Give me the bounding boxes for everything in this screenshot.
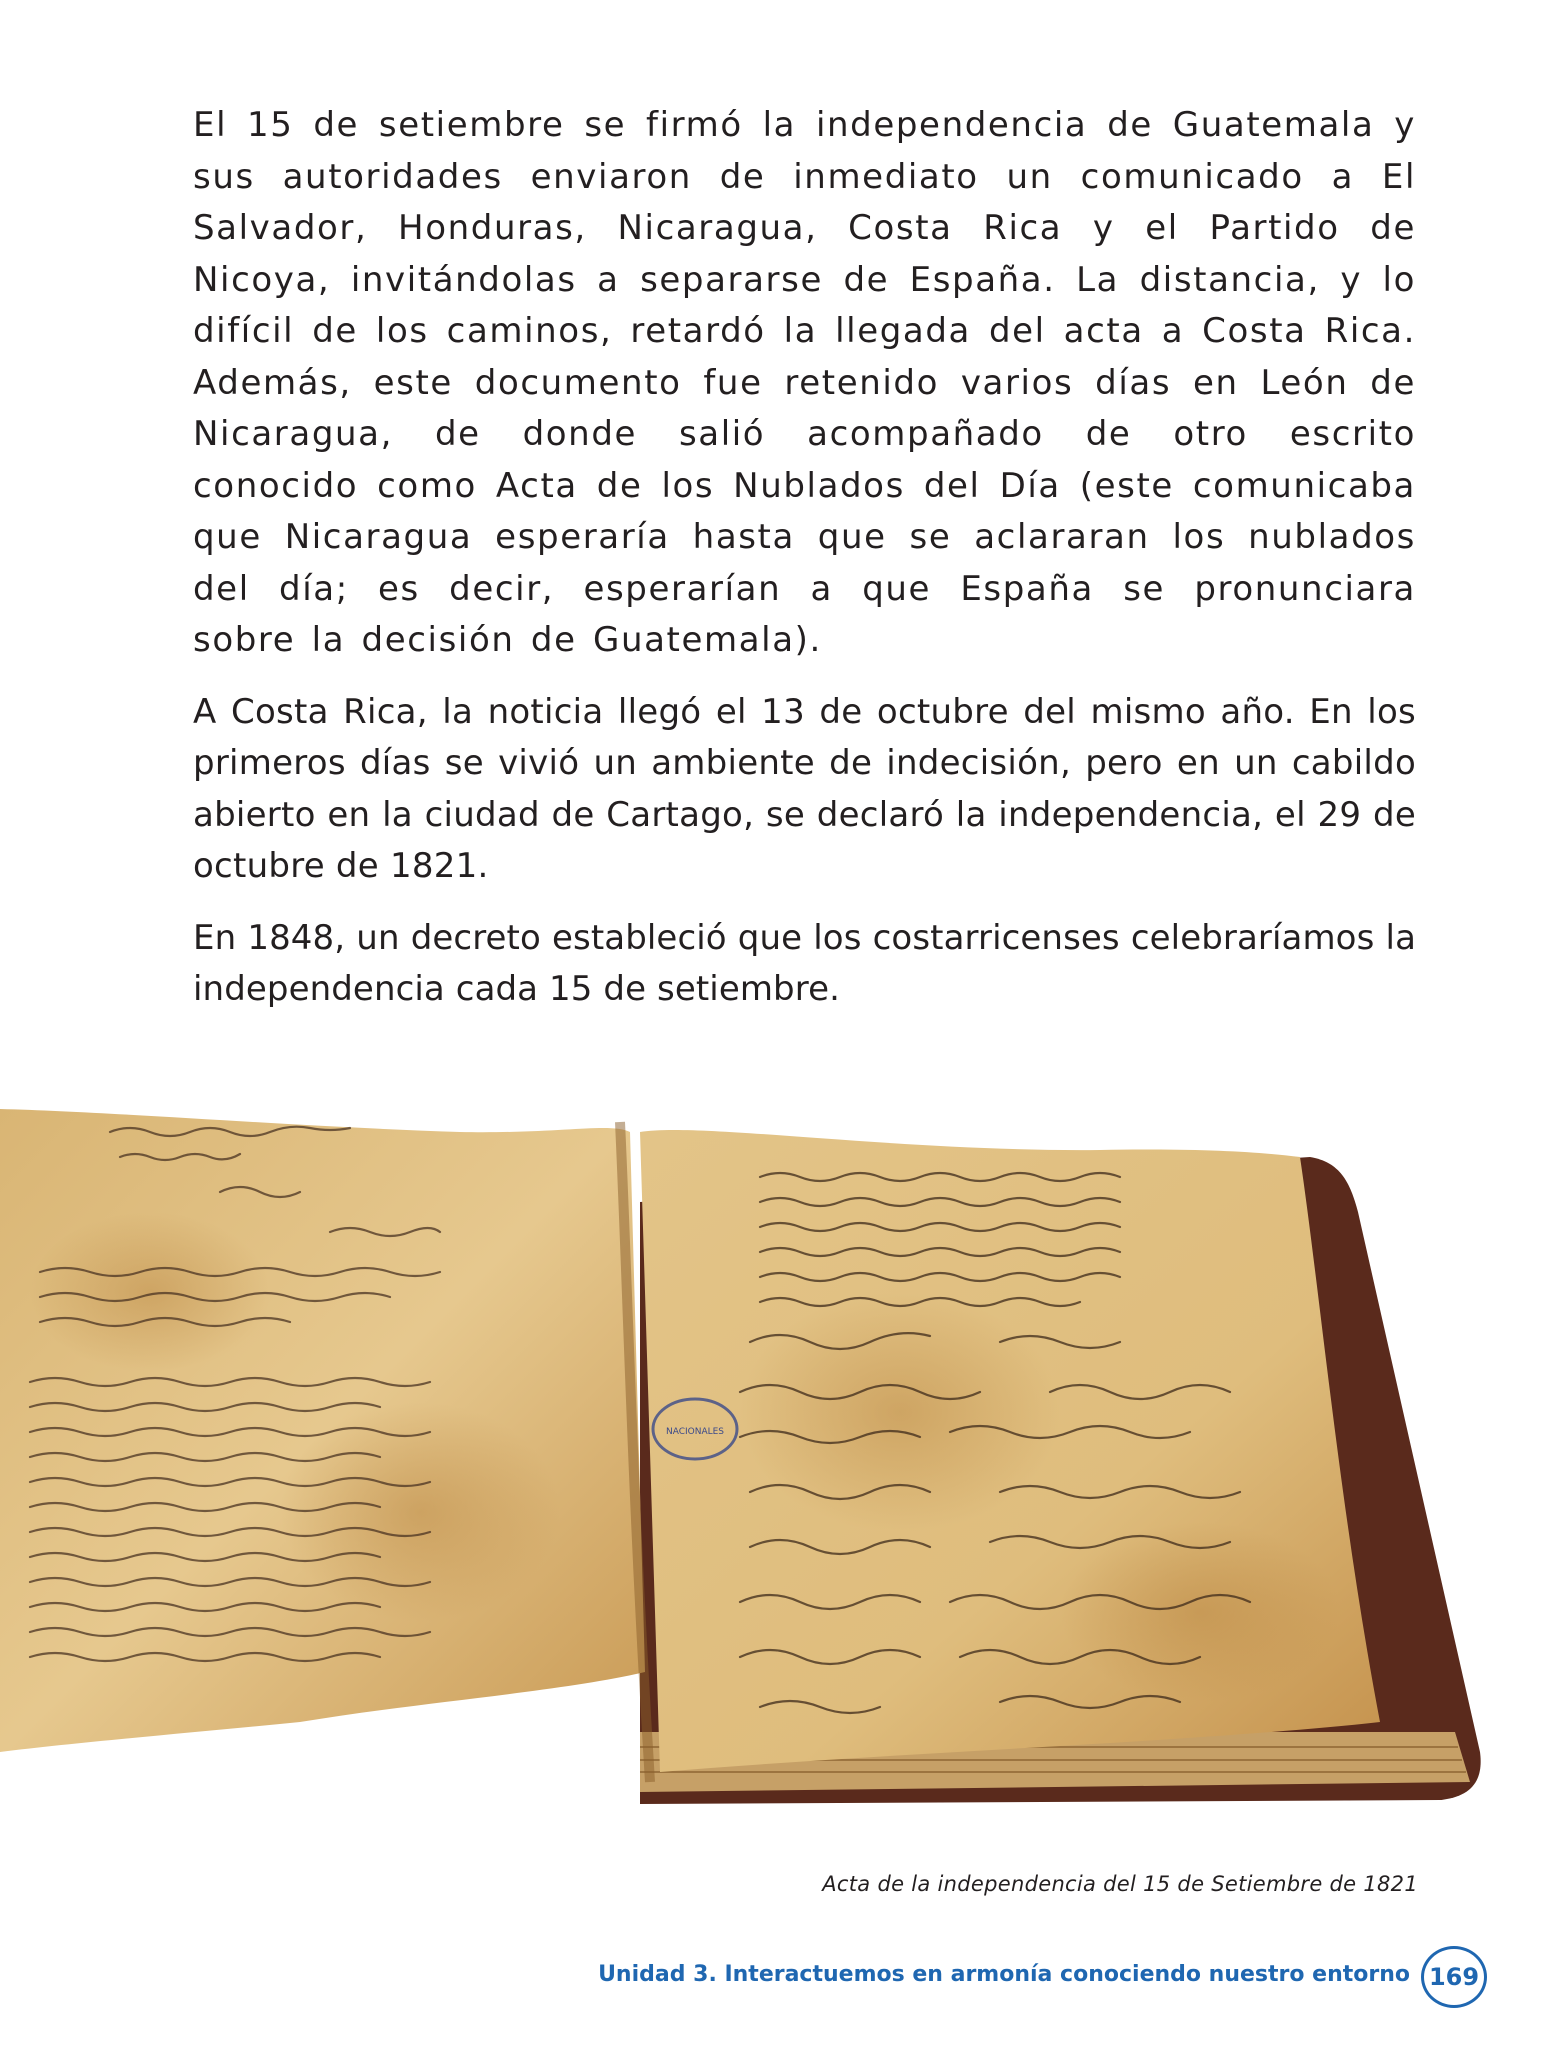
figure-caption: Acta de la independencia del 15 de Setiembre de 1821 [822, 1872, 1418, 1896]
paragraph-independence-guatemala: El 15 de setiembre se firmó la independencia de Guatemala y sus autoridades enviaron de inmediato un comunicado a El Salvador, Honduras, Nicaragua, Costa Rica y el Partido de Nicoya, invitándolas a separarse de España. La distancia, y lo difícil de los caminos, retardó la llegada del acta a Costa Rica. Además, este documento fue retenido varios días en León de Nicaragua, de donde salió acompañado de otro escrito conocido como Acta de los Nublados del Día (este comunicaba que Nicaragua esperaría hasta que se aclararan los nublados del día; es decir, esperarían a que España se pronunciara sobre la decisión de Guatemala). [193, 105, 1416, 660]
stamp-text: NACIONALES [665, 1427, 725, 1437]
independence-act-image [0, 1092, 1490, 1842]
left-page [0, 1109, 645, 1752]
unit-title: Unidad 3. Interactuemos en armonía conociendo nuestro entorno [598, 1962, 1410, 1987]
page-number-badge [1421, 1946, 1487, 2008]
page-footer [0, 1946, 1564, 2016]
paragraph-costa-rica-news: A Costa Rica, la noticia llegó el 13 de octubre del mismo año. En los primeros días se vivió un ambiente de indecisión, pero en un cabildo abierto en la ciudad de Cartago, se declaró la independencia, el 29 de octubre de 1821. [193, 691, 1416, 886]
page-number: 169 [1428, 1963, 1480, 1991]
main-text [193, 100, 1416, 1036]
paragraph-decree-1848: En 1848, un decreto estableció que los costarricenses celebraríamos la independencia cada 15 de setiembre. [193, 917, 1416, 1009]
